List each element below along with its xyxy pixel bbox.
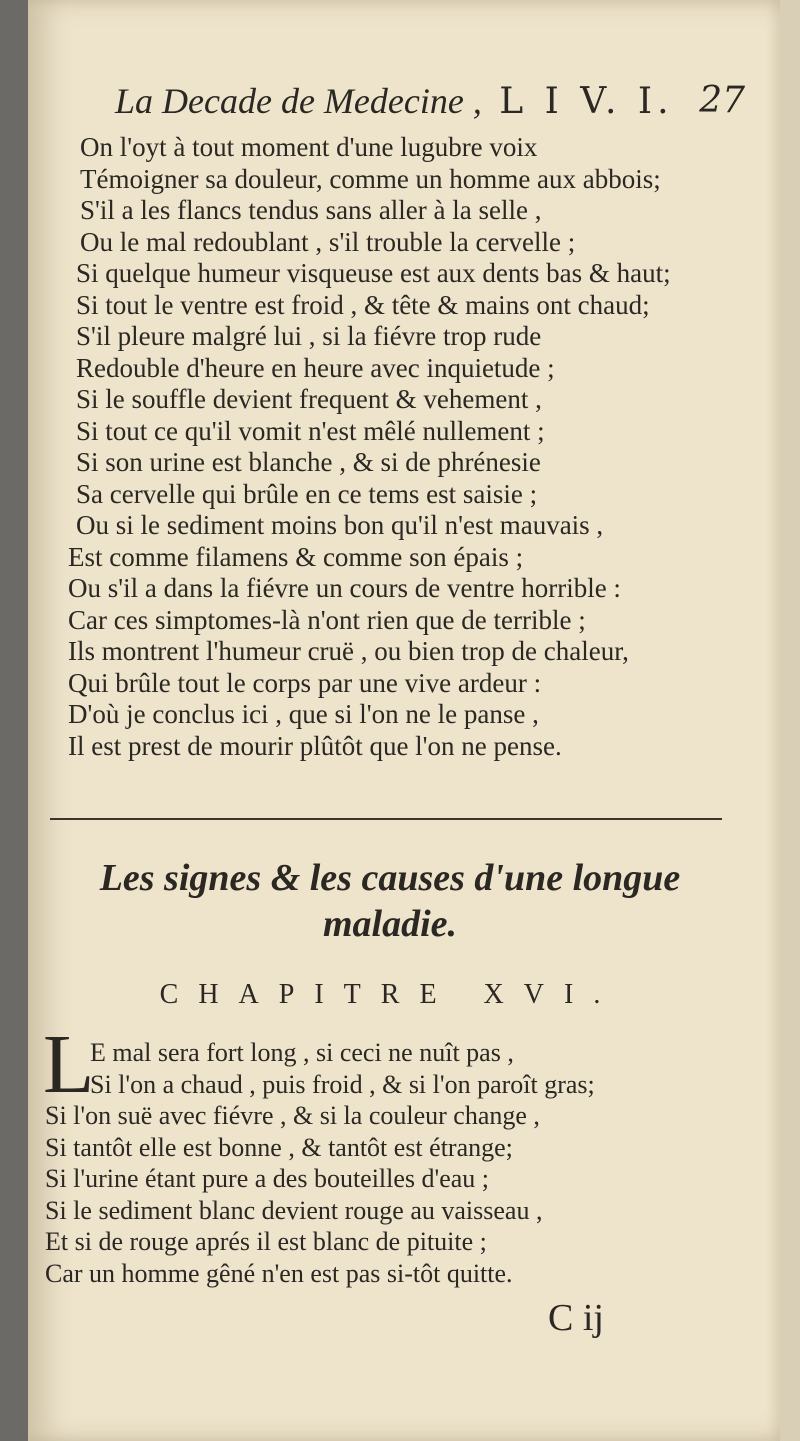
- verse-line: S'il pleure malgré lui , si la fiévre trop rude: [76, 321, 542, 351]
- chapter-title: CHAPITRE XVI.: [159, 979, 621, 1010]
- verse-line: D'où je conclus ici , que si l'on ne le panse ,: [68, 699, 539, 729]
- verse-line: Si tout le ventre est froid , & tête & mains ont chaud;: [76, 289, 650, 320]
- verse-line: Si tout ce qu'il vomit n'est mêlé nullement ;: [76, 415, 545, 446]
- running-header: [115, 76, 745, 126]
- verse-block-2: [45, 1037, 745, 1289]
- verse-line: Et si de rouge aprés il est blanc de pituite ;: [45, 1227, 487, 1256]
- page-number: 27: [699, 80, 745, 121]
- verse-line: Si son urine est blanche , & si de phrénesie: [76, 447, 541, 477]
- verse-line: Témoigner sa douleur, comme un homme aux abbois;: [80, 163, 661, 194]
- verse-line: Ou le mal redoublant , s'il trouble la cervelle ;: [80, 226, 576, 257]
- verse-line: On l'oyt à tout moment d'une lugubre voix: [80, 132, 538, 162]
- drop-cap: L: [43, 1018, 95, 1111]
- section-heading: [45, 855, 735, 947]
- verse-line: Redouble d'heure en heure avec inquietude ;: [76, 352, 555, 383]
- verse-block-1: [60, 132, 750, 762]
- verse-line: Sa cervelle qui brûle en ce tems est saisie ;: [76, 478, 538, 509]
- section-divider: [50, 818, 722, 820]
- verse-line: Il est prest de mourir plûtôt que l'on ne pense.: [68, 730, 562, 761]
- signature-mark: C ij: [548, 1297, 604, 1339]
- verse-line: Si le sediment blanc devient rouge au vaisseau ,: [45, 1195, 543, 1225]
- verse-line: Si tantôt elle est bonne , & tantôt est étrange;: [45, 1132, 513, 1162]
- verse-line: Si l'on a chaud , puis froid , & si l'on paroît gras;: [90, 1069, 595, 1099]
- verse-line: Ou si le sediment moins bon qu'il n'est mauvais ,: [76, 510, 604, 540]
- verse-line: Car ces simptomes-là n'ont rien que de terrible ;: [68, 604, 586, 635]
- verse-line: Qui brûle tout le corps par une vive ardeur :: [68, 667, 542, 698]
- verse-line: Si le souffle devient frequent & vehement ,: [76, 384, 542, 414]
- verse-line: Car un homme gêné n'en est pas si-tôt quitte.: [45, 1258, 513, 1288]
- page-edge: [780, 0, 800, 1441]
- verse-line: Ils montrent l'humeur cruë , ou bien trop de chaleur,: [68, 636, 629, 666]
- header-title: La Decade de Medecine ,: [115, 81, 482, 121]
- section-heading-line-2: maladie.: [322, 903, 458, 945]
- verse-line: Si l'on suë avec fiévre , & si la couleur change ,: [45, 1101, 540, 1130]
- verse-line: Si l'urine étant pure a des bouteilles d'eau ;: [45, 1164, 490, 1193]
- section-heading-line-1: Les signes & les causes d'une longue: [99, 857, 681, 899]
- verse-line: S'il a les flancs tendus sans aller à la selle ,: [80, 195, 542, 225]
- verse-line: Si quelque humeur visqueuse est aux dents bas & haut;: [76, 258, 671, 288]
- verse-line: Ou s'il a dans la fiévre un cours de ventre horrible :: [68, 573, 621, 603]
- verse-line: Est comme filamens & comme son épais ;: [68, 541, 524, 572]
- header-book: L I V. I.: [499, 81, 674, 122]
- verse-line: E mal sera fort long , si ceci ne nuît pas ,: [90, 1038, 514, 1067]
